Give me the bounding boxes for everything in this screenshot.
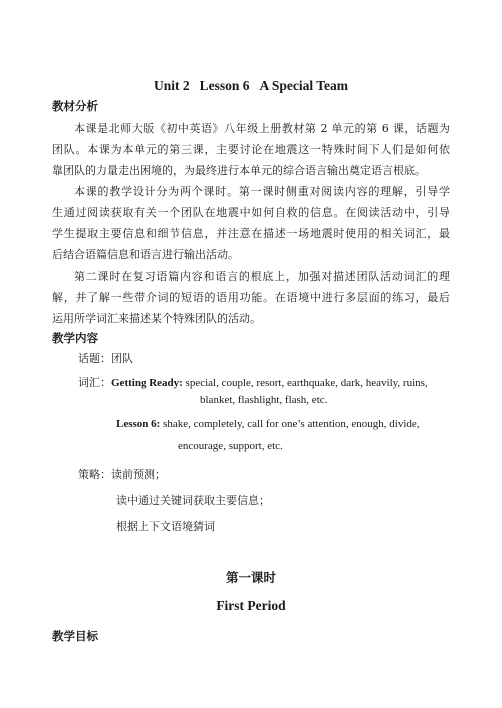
paragraph-3 [52, 266, 450, 329]
paragraph-3-line: 解，并了解一些带介词的短语的语用功能。在语境中进行多层面的练习，最后 [52, 291, 450, 304]
paragraph-3-line: 第二课时在复习语篇内容和语言的根底上，加强对描述团队活动词汇的理 [74, 270, 450, 283]
vocab-lesson6 [116, 418, 420, 430]
vocab-label: 词汇： [78, 376, 111, 389]
paragraph-2-line: 生通过阅读获取有关一个团队在地震中如何自救的信息。在阅读活动中，引导 [52, 206, 450, 219]
heading-teaching-objectives: 教学目标 [52, 629, 98, 643]
paragraph-2-line: 后结合语篇信息和语言进行输出活动。 [52, 248, 239, 261]
title-lesson: Lesson 6 [199, 78, 250, 93]
lesson6-words: shake, completely, call for one’s attention, enough, divide, [163, 418, 420, 430]
getting-ready-words: special, couple, resort, earthquake, dark, heavily, ruins, [185, 377, 428, 389]
vocab-getting-ready-cont: blanket, flashlight, flash, etc. [200, 394, 328, 406]
strategy-line-1: 策略：读前预测； [78, 468, 166, 481]
paragraph-2-line: 学生提取主要信息和细节信息，并注意在描述一场地震时使用的相关词汇，最 [52, 227, 450, 240]
strategy-line-3: 根据上下文语境猜词 [116, 520, 215, 533]
lesson-title [0, 78, 502, 94]
topic-line: 话题：团队 [78, 352, 133, 365]
paragraph-1 [52, 118, 450, 181]
title-unit: Unit 2 [153, 78, 190, 93]
lesson6-label: Lesson 6: [116, 418, 161, 430]
paragraph-1-line: 本课是北师大版《初中英语》八年级上册教材第 2 单元的第 6 课，话题为 [74, 122, 450, 135]
heading-teaching-content: 教学内容 [52, 331, 98, 345]
getting-ready-label: Getting Ready: [111, 377, 183, 389]
title-name: A Special Team [259, 78, 349, 93]
paragraph-1-line: 团队。本课为本单元的第三课，主要讨论在地震这一特殊时间下人们是如何依 [52, 143, 450, 156]
strategy-line-2: 读中通过关键词获取主要信息； [116, 494, 270, 507]
paragraph-1-line: 靠团队的力量走出困境的，为最终进行本单元的综合语言输出奠定语言根底。 [52, 164, 426, 177]
paragraph-3-line: 运用所学词汇来描述某个特殊团队的活动。 [52, 312, 261, 325]
vocab-getting-ready [78, 374, 428, 390]
vocab-lesson6-cont: encourage, support, etc. [178, 440, 283, 452]
heading-textbook-analysis: 教材分析 [52, 99, 98, 113]
period-title-en: First Period [216, 598, 286, 613]
paragraph-2-line: 本课的教学设计分为两个课时。第一课时侧重对阅读内容的理解，引导学 [74, 185, 450, 198]
paragraph-2 [52, 181, 450, 265]
period-title-cn: 第一课时 [225, 570, 276, 585]
